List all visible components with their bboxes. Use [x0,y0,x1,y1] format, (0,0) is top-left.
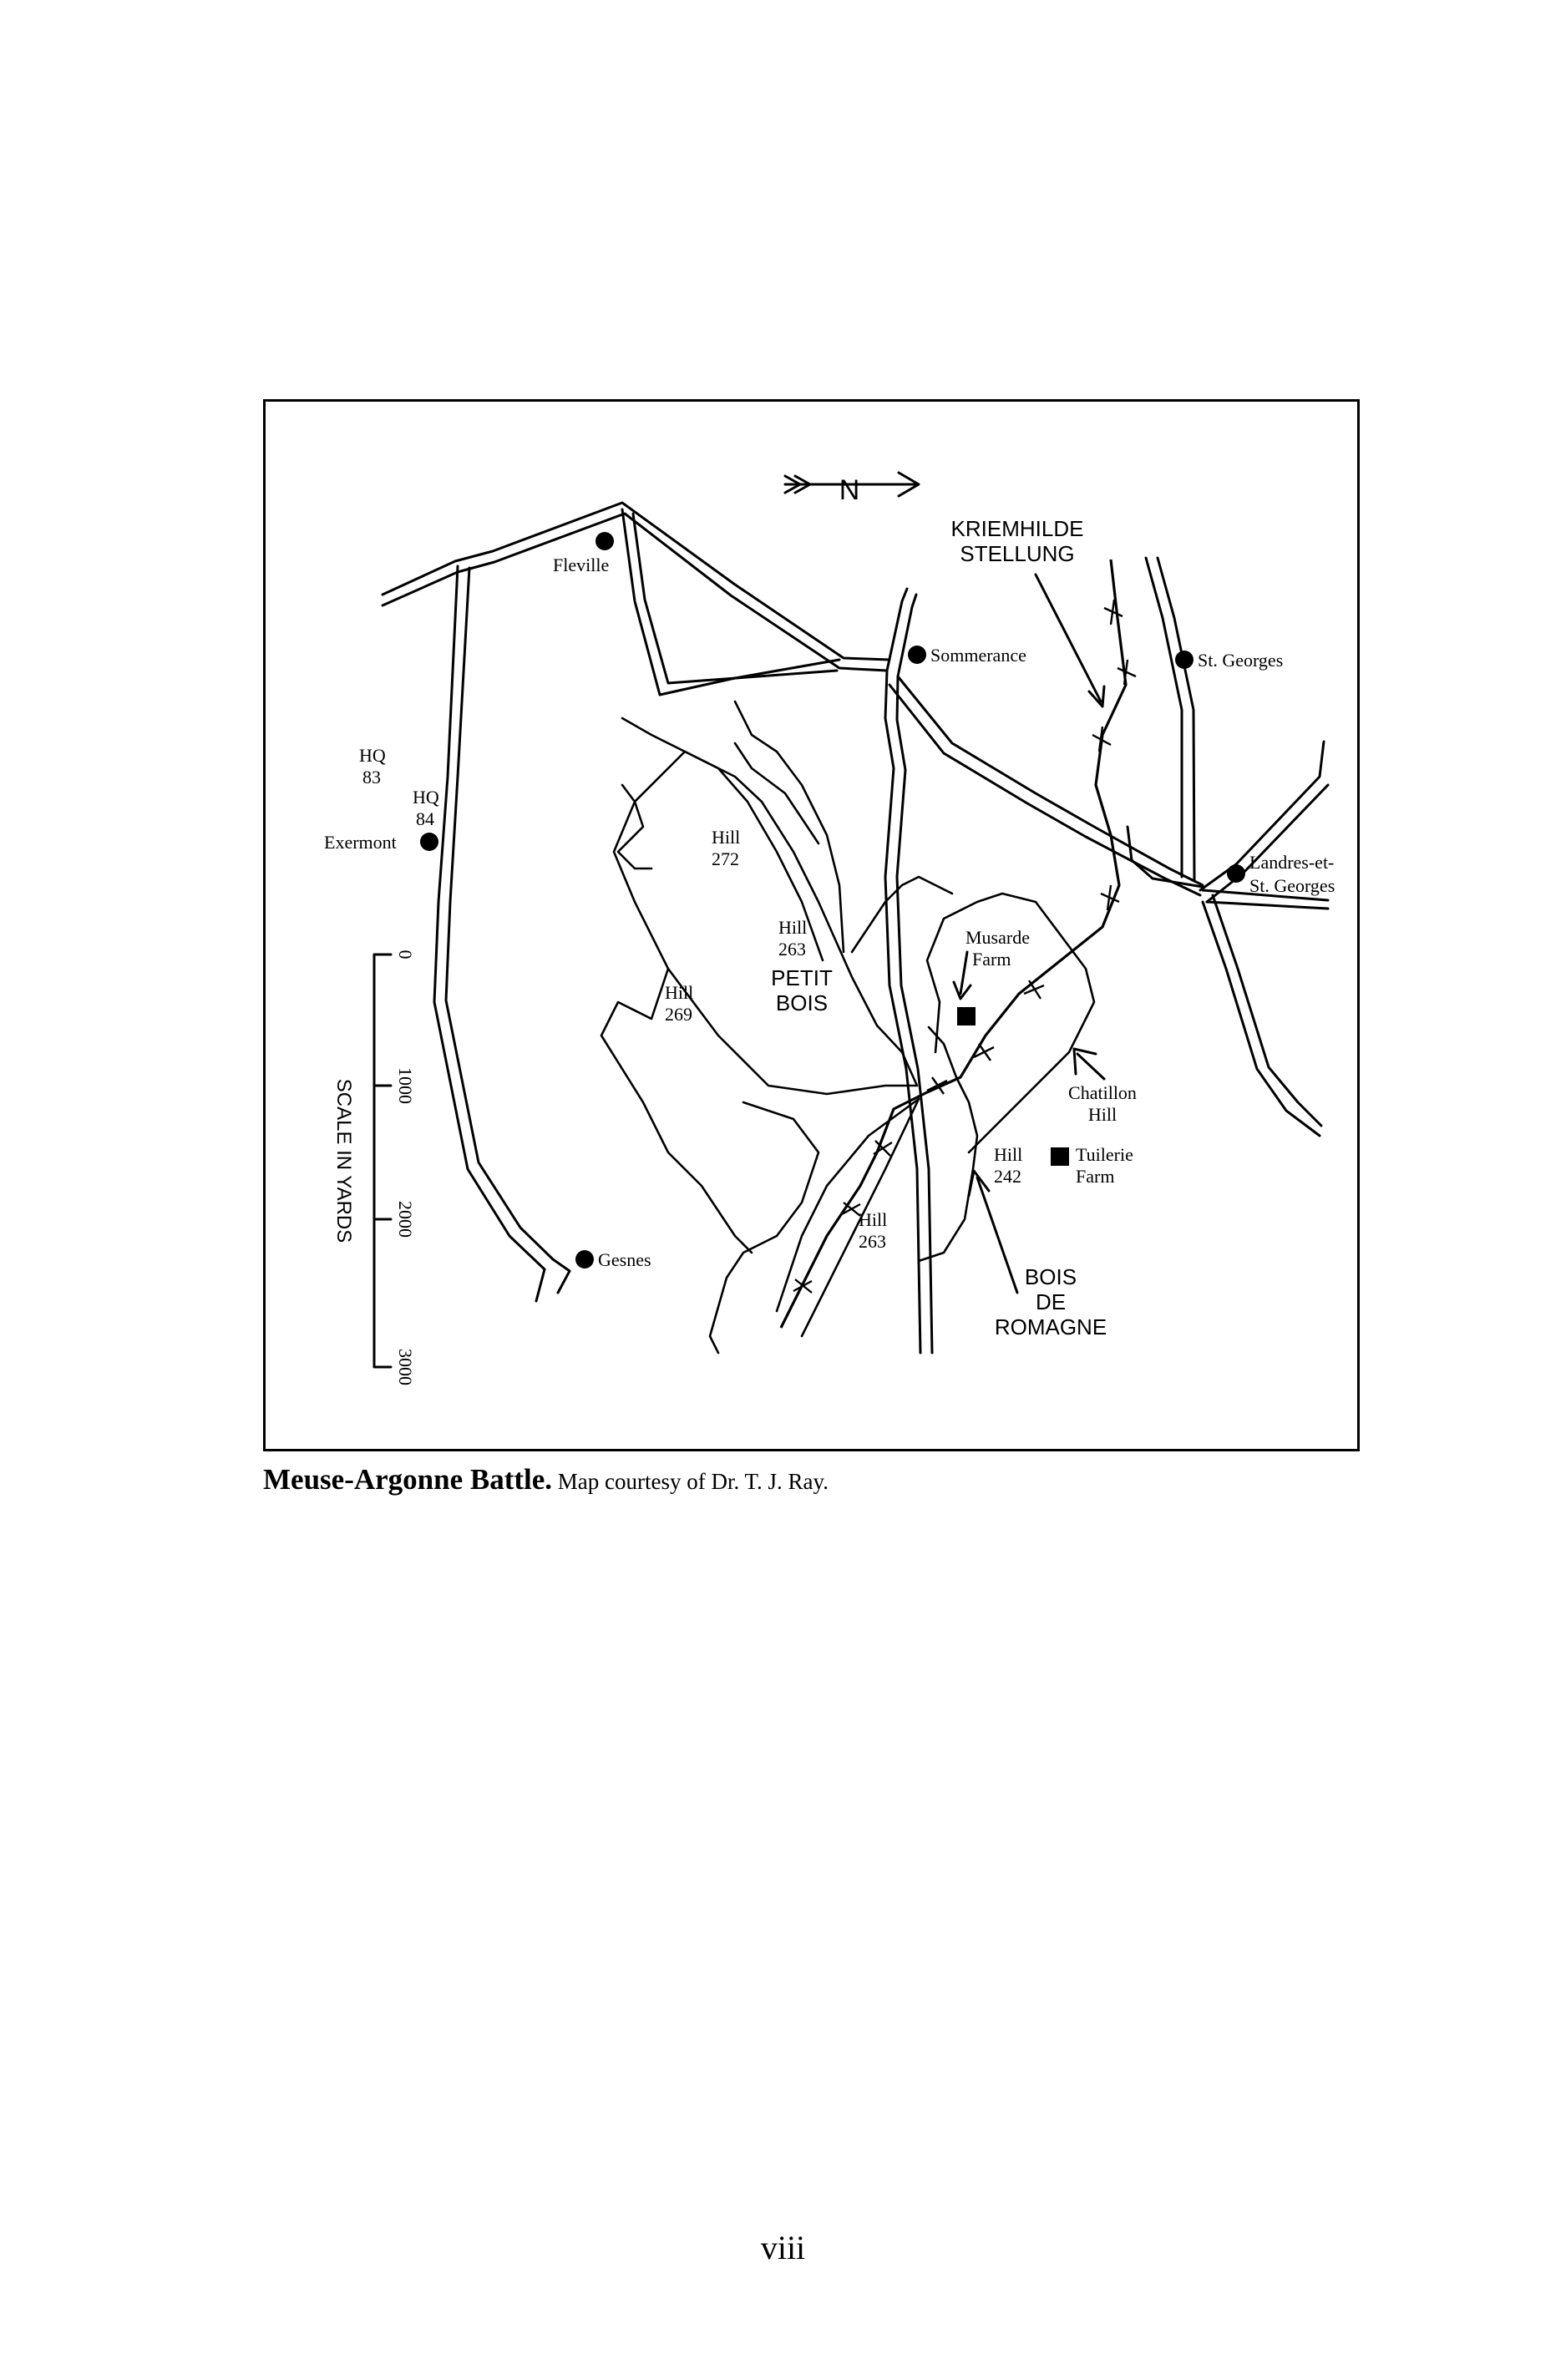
label-hill242-1: Hill [994,1144,1023,1165]
scale-tick-2000: 2000 [395,1201,416,1238]
label-sommerance: Sommerance [930,645,1026,666]
marker-sommerance [908,646,926,664]
label-st-georges: St. Georges [1198,650,1284,671]
label-kriemhilde-1: KRIEMHILDE [950,516,1084,541]
marker-landres [1227,864,1245,883]
label-hill272-2: 272 [712,848,739,869]
marker-tuilerie-farm [1051,1147,1069,1166]
label-landres-1: Landres-et- [1249,852,1335,873]
north-arrow-icon [785,473,919,506]
label-hq84-2: 84 [416,808,434,829]
label-hill263s-1: Hill [859,1209,888,1230]
label-chatillon-1: Chatillon [1068,1082,1137,1103]
label-bois-3: ROMAGNE [994,1314,1107,1339]
label-chatillon-2: Hill [1087,1104,1117,1125]
label-bois-2: DE [1035,1289,1067,1314]
label-hill269-1: Hill [665,982,694,1003]
marker-musarde-farm [957,1007,976,1025]
label-exermont: Exermont [324,832,397,853]
road-network [383,503,1328,1353]
label-kriemhilde-2: STELLUNG [960,541,1075,566]
kriemhilde-front-line [781,560,1136,1328]
label-hq84-1: HQ [413,787,439,808]
label-hill242-2: 242 [994,1166,1021,1187]
marker-gesnes [575,1250,594,1268]
label-petit-bois-2: BOIS [775,990,829,1015]
label-tuilerie-1: Tuilerie [1076,1144,1133,1165]
map-caption [263,1463,1360,1496]
caption-credit: Map courtesy of Dr. T. J. Ray. [557,1469,829,1494]
scale-tick-3000: 3000 [395,1349,416,1385]
scale-tick-0: 0 [395,949,416,960]
label-musarde-2: Farm [972,949,1011,970]
marker-exermont [420,833,438,851]
label-musarde-1: Musarde [965,927,1030,948]
label-hill272-1: Hill [712,827,741,848]
label-hill263s-2: 263 [859,1231,886,1252]
north-arrow-letter: N [839,474,860,506]
scale-tick-1000: 1000 [395,1067,416,1104]
marker-fleville [595,532,614,550]
label-hq83-2: 83 [362,767,381,787]
marker-st-georges [1175,651,1194,669]
page-number: viii [760,2229,806,2266]
label-landres-2: St. Georges [1249,875,1335,896]
scale-bar [332,950,416,1386]
caption-title: Meuse-Argonne Battle. [263,1463,553,1496]
label-tuilerie-2: Farm [1076,1166,1115,1187]
label-hill263n-2: 263 [778,939,806,960]
scale-title: SCALE IN YARDS [332,1078,355,1243]
label-fleville: Fleville [553,554,610,575]
label-hill263n-1: Hill [778,917,808,938]
label-hill269-2: 269 [665,1004,692,1025]
label-gesnes: Gesnes [598,1249,651,1270]
label-petit-bois-1: PETIT [771,965,833,990]
label-hq83-1: HQ [359,745,386,766]
label-bois-1: BOIS [1024,1264,1077,1289]
